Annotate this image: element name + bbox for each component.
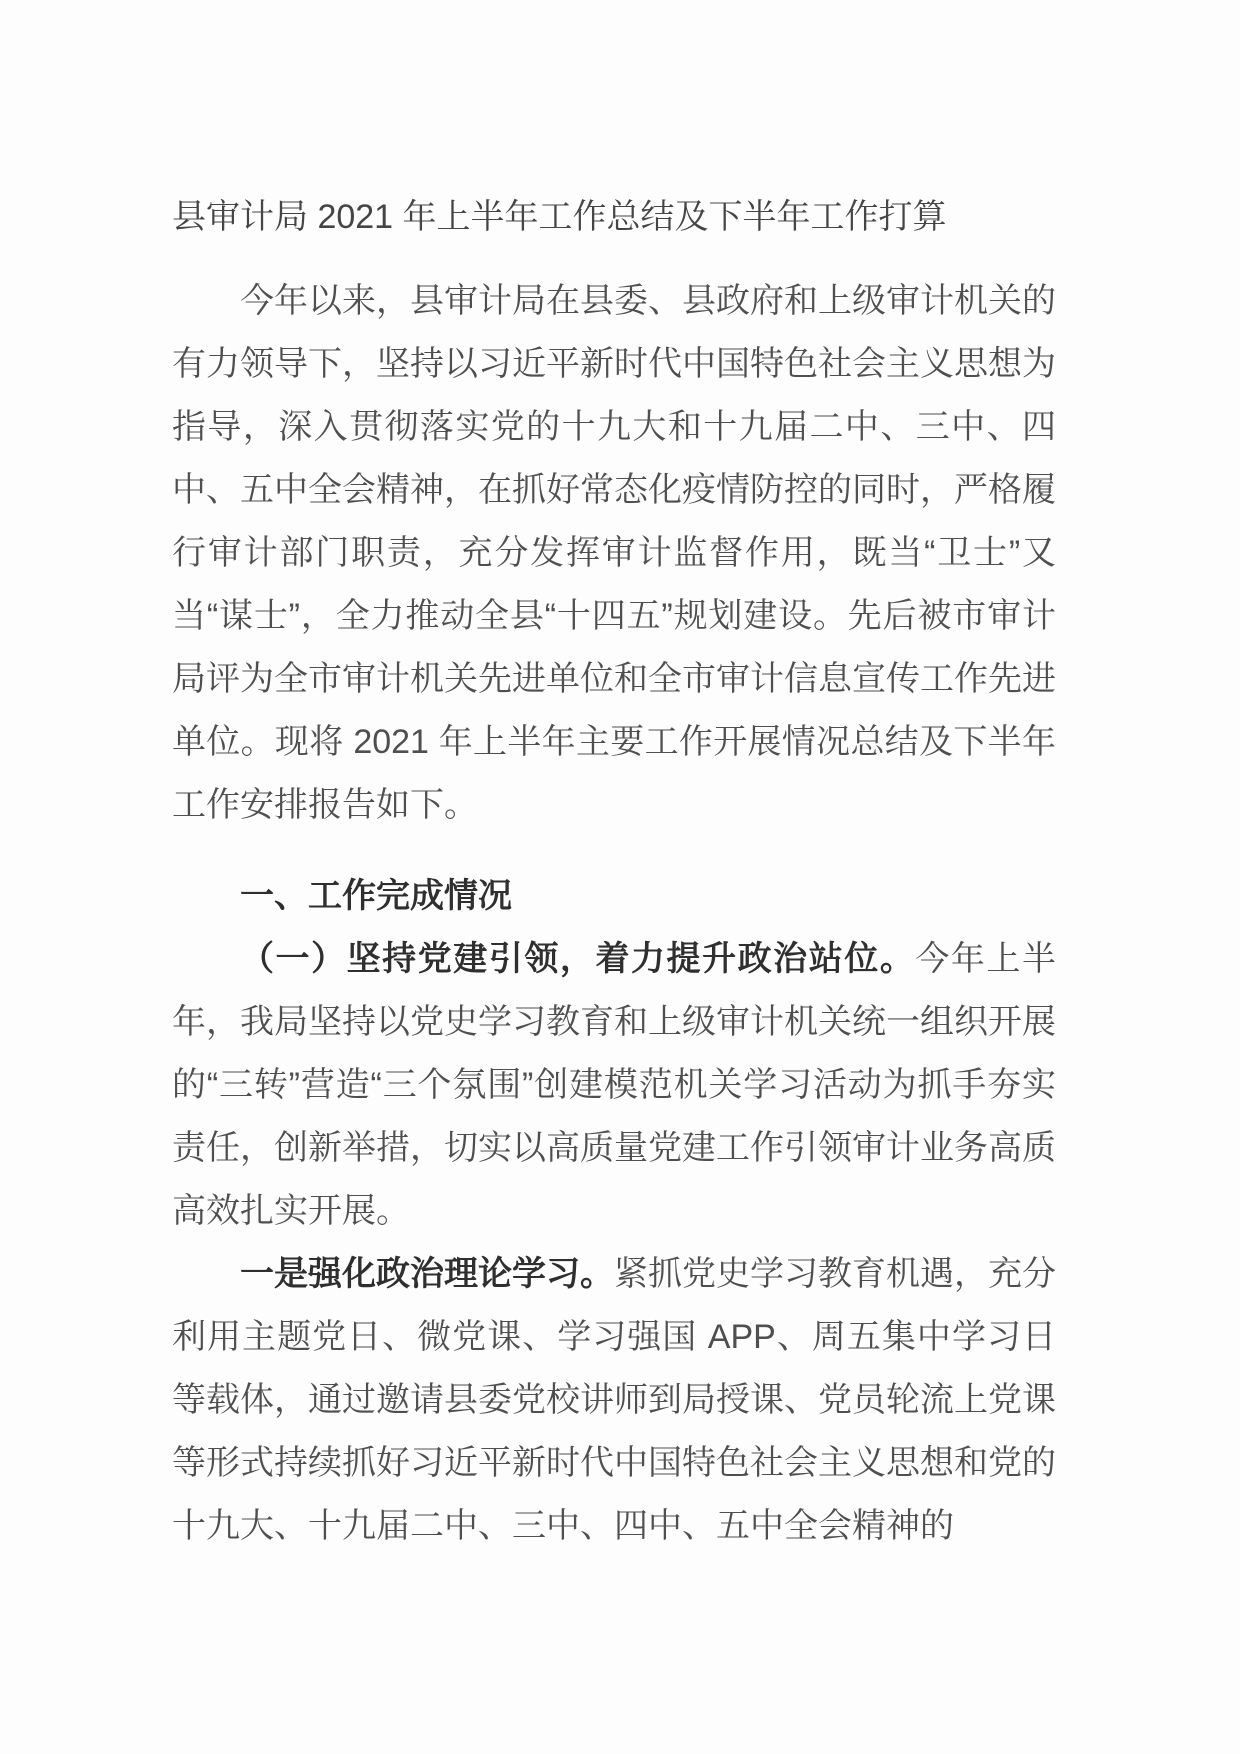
document-body [172, 186, 1056, 1558]
intro-paragraph: 今年以来，县审计局在县委、县政府和上级审计机关的有力领导下，坚持以习近平新时代中国特色社会主义思想为指导，深入贯彻落实党的十九大和十九届二中、三中、四中、五中全会精神，在抓好常态化疫情防控的同时，严格履行审计部门职责，充分发挥审计监督作用，既当“卫士”又当“谋士”，全力推动全县“十四五”规划建设。先后被市审计局评为全市审计机关先进单位和全市审计信息宣传工作先进单位。现将 2021 年上半年主要工作开展情况总结及下半年工作安排报告如下。 [172, 282, 1056, 824]
item-1-text: 紧抓党史学习教育机遇，充分利用主题党日、微党课、学习强国 APP、周五集中学习日等载体，通过邀请县委党校讲师到局授课、党员轮流上党课等形式持续抓好习近平新时代中国特色社会主义思想和党的十九大、十九届二中、三中、四中、五中全会精神的 [172, 1255, 1056, 1545]
item-1-bold-lead: 一是强化政治理论学习。 [240, 1255, 614, 1293]
subsection-paragraph-1 [172, 928, 1056, 1243]
subsection-1-text: 今年上半年，我局坚持以党史学习教育和上级审计机关统一组织开展的“三转”营造“三个氛围”创建模范机关学习活动为抓手夯实责任，创新举措，切实以高质量党建工作引领审计业务高质高效扎实开展。 [172, 940, 1057, 1230]
document-title: 县审计局 2021 年上半年工作总结及下半年工作打算 [172, 198, 947, 236]
subsection-1-bold-lead: （一）坚持党建引领，着力提升政治站位。 [240, 940, 916, 978]
section-heading-1: 一、工作完成情况 [240, 877, 512, 915]
item-paragraph-1 [172, 1243, 1056, 1558]
